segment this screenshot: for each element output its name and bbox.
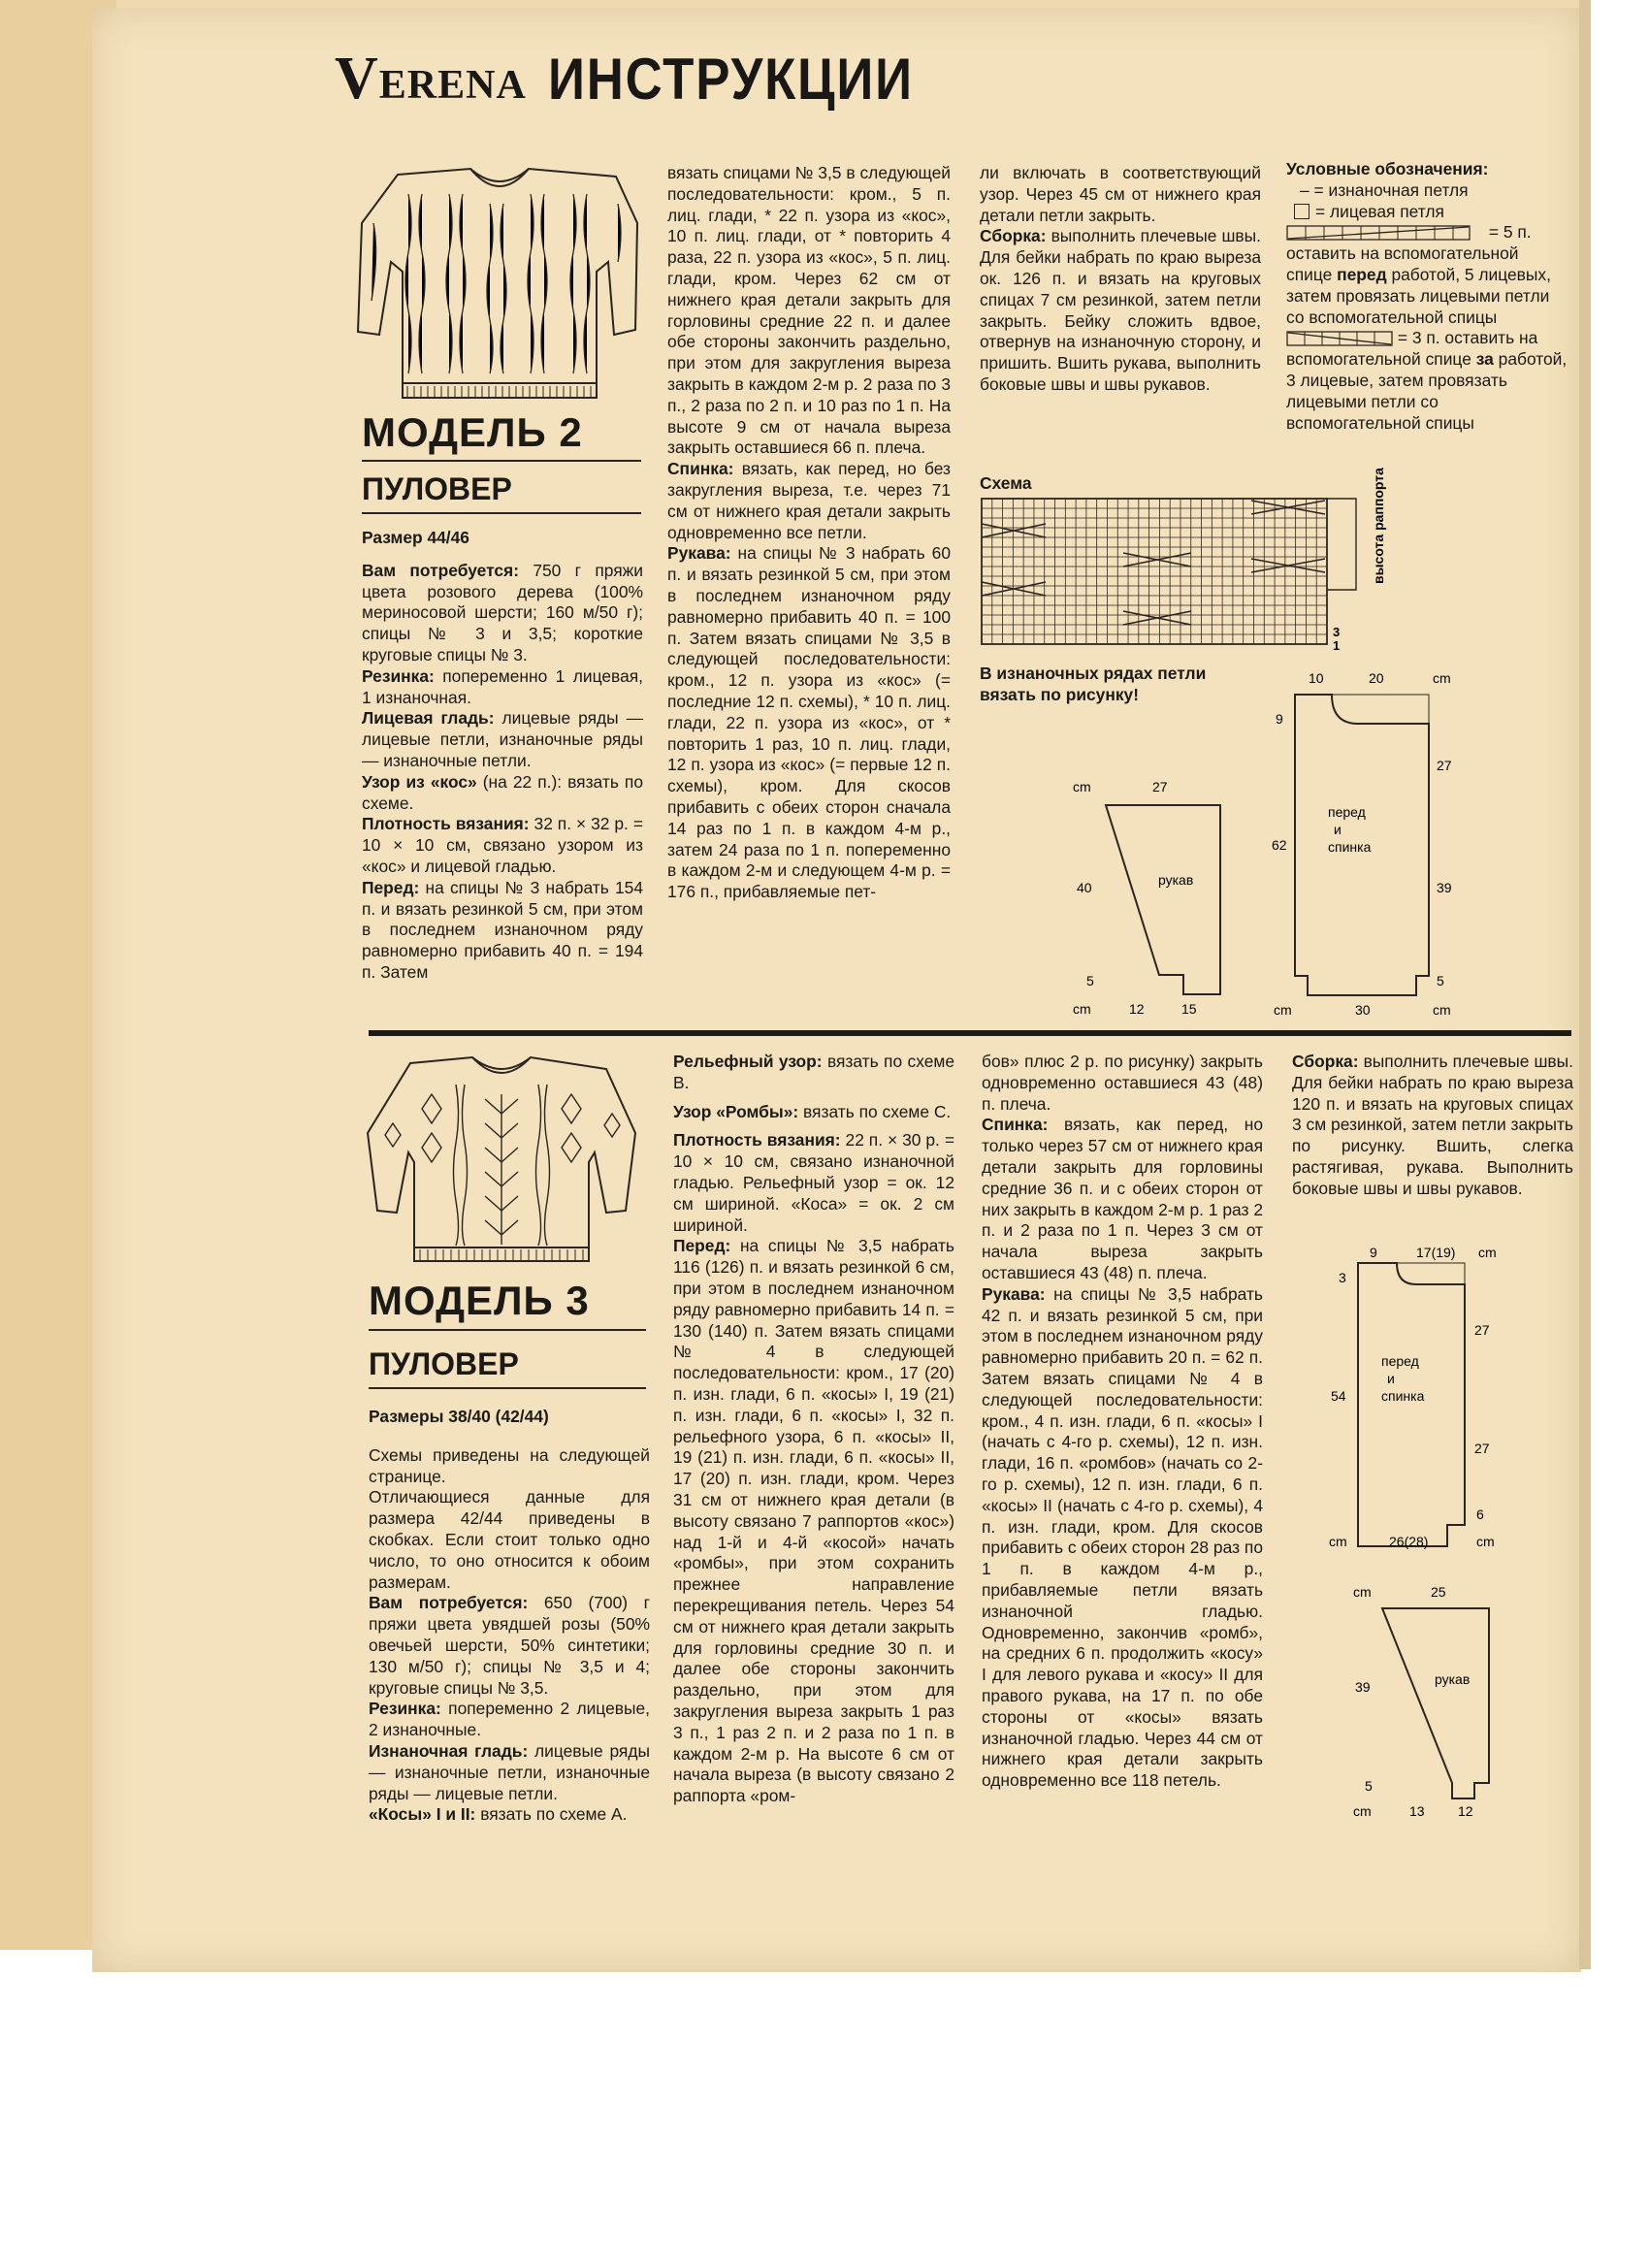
m3-body-label-1: перед bbox=[1381, 1353, 1419, 1369]
sleeve-cm-bottom: cm bbox=[1073, 1001, 1091, 1017]
model2-col1-p2: Лицевая гладь: лицевые ряды — лицевые петли, изнаночные ряды — изнаночные петли. bbox=[362, 708, 643, 770]
model2-col2-p0: вязать спицами № 3,5 в следующей последовательности: кром., 5 п. лиц. глади, * 22 п. узора из «кос», 10 п. лиц. глади, от * повторить 4 раза, 22 п. узора из «кос», 5 п. лиц. глади, кром. Через 62 см от нижнего края детали закрыть для горловины средние 22 п. и далее обе стороны закончить раздельно, при этом для закругления выреза закрыть в каждом 2-м р. 2 раза по 3 п., 2 раза по 2 п. и 10 раз по 1 п. На высоте 9 см от начала выреза закрыть оставшиеся 66 п. плеча. bbox=[667, 163, 951, 458]
knit-symbol-icon bbox=[1294, 204, 1310, 219]
chart-repeat-label: высота раппорта bbox=[1371, 468, 1386, 584]
sleeve-height: 40 bbox=[1077, 880, 1092, 895]
legend-title: Условные обозначения: bbox=[1286, 159, 1489, 178]
page-title: ИНСТРУКЦИИ bbox=[547, 47, 914, 112]
model2-legend bbox=[1286, 159, 1568, 434]
m3-sleeve-cm-top: cm bbox=[1353, 1584, 1372, 1600]
legend-cable-back: = 3 п. оставить на вспомогательной спице за работой, 3 лицевые, затем провязать лицевыми петли со вспомогательной спицы bbox=[1286, 328, 1568, 433]
model2-col3-p0: ли включать в соответствующий узор. Через 45 см от нижнего края детали петли закрыть. bbox=[980, 163, 1261, 225]
body-side-height: 39 bbox=[1437, 880, 1452, 895]
model3-column-2 bbox=[673, 1052, 954, 1807]
m3-sleeve-width-bottom-a: 13 bbox=[1409, 1803, 1425, 1819]
m3-body-cm-top: cm bbox=[1478, 1245, 1497, 1260]
model3-column-1 bbox=[369, 1407, 650, 1826]
model2-column-2 bbox=[667, 163, 951, 903]
model3-col3-p2: Рукава: на спицы № 3,5 набрать 42 п. и вязать резинкой 5 см, при этом в последнем изнаночном ряду равномерно прибавить 20 п. = 62 п. Затем вязать спицами № 4 в следующей последовательности: кром., 4 п. изн. глади, 6 п. «косы» I (начать с 4-го р. схемы), 12 п. изн. глади, 16 п. «ромбов» (начать со 2-го р. схемы), 12 п. изн. глади, 6 п. «косы» II (начать с 4-го р. схемы), 4 п. изн. глади, кром. Для скосов прибавить с обеих сторон 28 раз по 1 п. в каждом 4-м р., прибавляемые петли вязать изнаночной гладью. Одновременно, закончив «ромб», на средних 6 п. продолжить «косу» I для левого рукава и «косу» II для правого рукава, на 17 п. по обе стороны от «косы» вязать изнаночной гладью. Через 44 см от нижнего края детали закрыть одновременно все 118 петель. bbox=[982, 1283, 1263, 1791]
model3-label: МОДЕЛЬ 3 bbox=[369, 1278, 590, 1323]
page-header bbox=[335, 21, 963, 112]
body-label-1: перед bbox=[1328, 804, 1366, 820]
model3-col2-p3: Перед: на спицы № 3,5 набрать 116 (126) п. и вязать резинкой 6 см, при этом в последнем изнаночном ряду равномерно прибавить 14 п. = 130 (140) п. Затем вязать спицами № 4 в следующей последовательности: кром., 17 (20) п. изн. глади, 6 п. «косы» I, 19 (21) п. изн. глади, 6 п. «косы» I, 32 п. рельефного узора, 6 п. «косы» II, 19 (21) п. изн. глади, 6 п. «косы» II, 17 (20) п. изн. глади, кром. Через 31 см от нижнего края детали (в высоту связано 7 раппортов «кос») над 1-й и 4-й «косой» начать «ромбы», при этом сохранить прежнее направление перекрещивания петель. Через 54 см от нижнего края детали закрыть для горловины средние 30 п. и далее обе стороны закончить раздельно, при этом для закругления выреза закрыть 1 раз 3 п., 1 раз 2 п. и 2 раза по 1 п. в каждом 2-м р. На высоте 6 см от начала выреза (в высоту связано 2 раппорта «ром- bbox=[673, 1236, 954, 1806]
model2-size: Размер 44/46 bbox=[362, 528, 469, 547]
model2-col1-p3: Узор из «кос» (на 22 п.): вязать по схеме. bbox=[362, 771, 643, 813]
chart-row-1: 1 bbox=[1333, 638, 1341, 653]
model3-col1-p2: Вам потребуется: 650 (700) г пряжи цвета увядшей розы (50% овечьей шерсти, 50% синтетики; 130 м/50 г); спицы № 3,5 и 4; круговые спицы № 3,5. bbox=[369, 1593, 651, 1698]
legend-purl: – = изнаночная петля bbox=[1300, 179, 1469, 200]
m3-body-rib-height: 6 bbox=[1476, 1507, 1484, 1522]
cable-front-symbol-icon bbox=[1286, 225, 1471, 241]
model2-sweater-sketch bbox=[354, 165, 645, 412]
model2-label: МОДЕЛЬ 2 bbox=[362, 409, 583, 455]
model2-col1-p0: Вам потребуется: 750 г пряжи цвета розового дерева (100% мериносовой шерсти; 160 м/50 г); спицы № 3 и 3,5; короткие круговые спицы № 3. bbox=[362, 560, 644, 664]
brand-logo: VERENA bbox=[335, 46, 527, 112]
model3-rule-2 bbox=[369, 1387, 646, 1389]
m3-body-width-shoulder: 17(19) bbox=[1416, 1245, 1456, 1260]
model2-garment: ПУЛОВЕР bbox=[362, 471, 512, 506]
model3-col4-p0: Сборка: выполнить плечевые швы. Для бейки набрать по краю выреза 120 п. и вязать на круговых спицах 3 см резинкой, затем петли закрыть по рисунку. Вшить, слегка растягивая, рукава. Выполнить боковые швы и швы рукавов. bbox=[1292, 1052, 1573, 1198]
body-cm-top: cm bbox=[1433, 670, 1451, 686]
sleeve-width-bottom-a: 12 bbox=[1129, 1001, 1145, 1017]
model2-col3-p1: Сборка: выполнить плечевые швы. Для бейки набрать по краю выреза ок. 126 п. и вязать на круговых спицах 7 см резинкой, затем петли закрыть. Бейку сложить вдвое, отвернув на изнаночную сторону, и пришить. Вшить рукава, выполнить боковые швы и швы рукавов. bbox=[980, 226, 1261, 394]
m3-body-cm-bottom-2: cm bbox=[1476, 1534, 1495, 1549]
model3-garment: ПУЛОВЕР bbox=[369, 1346, 519, 1381]
model2-col2-p2: Рукава: на спицы № 3 набрать 60 п. и вязать резинкой 5 см, при этом в последнем изнаночном ряду равномерно прибавить 40 п. = 100 п. Затем вязать спицами № 3,5 в следующей последовательности: кром., 12 п. узора из «кос» (= последние 12 п. схемы), * 10 п. лиц. глади, 22 п. узора из «кос», от * повторить 1 раз, 10 п. лиц. глади, 12 п. узора из «кос» (= первые 12 п. схемы), кром. Для скосов прибавить с обеих сторон сначала 14 раз по 1 п. в каждом 4-м р., затем 24 раза по 1 п. попеременно в каждом 2-м и следующем 4-м р. = 176 п., прибавляемые пет- bbox=[667, 543, 951, 902]
m3-body-width-bottom: 26(28) bbox=[1389, 1534, 1429, 1549]
body-cm-bottom: cm bbox=[1274, 1002, 1292, 1018]
model3-sweater-sketch bbox=[364, 1055, 640, 1274]
model3-col1-p1: Отличающиеся данные для размера 42/44 приведены в скобках. Если стоит только одно число, то оно относится к обоим размерам. bbox=[369, 1487, 650, 1592]
sleeve-width-bottom-b: 15 bbox=[1181, 1001, 1197, 1017]
model3-col1-p0: Схемы приведены на следующей странице. bbox=[369, 1444, 650, 1486]
page-edge-shadow bbox=[1579, 0, 1591, 1969]
m3-body-total-height: 54 bbox=[1331, 1388, 1346, 1404]
m3-body-neck-depth: 3 bbox=[1339, 1270, 1346, 1285]
model3-col1-p4: Изнаночная гладь: лицевые ряды — изнаночные петли, изнаночные ряды — лицевые петли. bbox=[369, 1740, 650, 1803]
m3-body-armhole-height: 27 bbox=[1474, 1322, 1490, 1338]
model3-column-3 bbox=[982, 1052, 1263, 1792]
model2-col1-p4: Плотность вязания: 32 п. × 32 р. = 10 × 10 см, связано узором из «кос» и лицевой гладью. bbox=[362, 814, 643, 876]
m3-body-label-2: и bbox=[1387, 1371, 1395, 1386]
model3-col2-p0: Рельефный узор: вязать по схеме B. bbox=[673, 1052, 954, 1092]
model2-body-diagram bbox=[1266, 665, 1460, 1024]
model2-col2-p1: Спинка: вязать, как перед, но без закругления выреза, т.е. через 71 см от нижнего края детали закрыть одновременно все петли. bbox=[667, 459, 951, 542]
body-cm-bottom-2: cm bbox=[1433, 1002, 1451, 1018]
body-width-neck: 10 bbox=[1309, 670, 1324, 686]
m3-sleeve-width-top: 25 bbox=[1431, 1584, 1446, 1600]
m3-sleeve-height: 39 bbox=[1355, 1679, 1371, 1695]
m3-sleeve-label: рукав bbox=[1435, 1671, 1471, 1687]
model2-column-3 bbox=[980, 163, 1261, 396]
model2-rule-1 bbox=[362, 460, 641, 462]
sleeve-label: рукав bbox=[1158, 872, 1194, 888]
model3-size: Размеры 38/40 (42/44) bbox=[369, 1407, 549, 1426]
body-rib-height: 5 bbox=[1437, 973, 1444, 988]
model3-col2-p2: Плотность вязания: 22 п. × 30 р. = 10 × 10 см, связано изнаночной гладью. Рельефный узор = ок. 12 см шириной. «Коса» = ок. 2 см шириной. bbox=[673, 1130, 954, 1235]
m3-body-label-3: спинка bbox=[1381, 1388, 1425, 1404]
model2-col1-p1: Резинка: попеременно 1 лицевая, 1 изнаночная. bbox=[362, 665, 643, 707]
m3-sleeve-rib-height: 5 bbox=[1365, 1778, 1373, 1794]
sleeve-rib-height: 5 bbox=[1086, 973, 1094, 988]
model3-col3-p0: бов» плюс 2 р. по рисунку) закрыть одновременно оставшиеся 43 (48) п. плеча. bbox=[982, 1052, 1263, 1114]
model3-column-4 bbox=[1292, 1052, 1573, 1200]
legend-knit: = лицевая петля bbox=[1286, 202, 1568, 223]
body-neck-depth: 9 bbox=[1276, 711, 1283, 727]
legend-cable-front: = 5 п. оставить на вспомогательной спице перед работой, 5 лицевых, затем провязать лицевыми петли со вспомогательной спицы bbox=[1286, 222, 1551, 327]
body-armhole-height: 27 bbox=[1437, 758, 1452, 773]
m3-body-cm-bottom: cm bbox=[1329, 1534, 1347, 1549]
body-label-2: и bbox=[1334, 822, 1342, 837]
m3-body-side-height: 27 bbox=[1474, 1441, 1490, 1456]
section-divider bbox=[369, 1030, 1571, 1036]
chart-row-3: 3 bbox=[1333, 625, 1341, 639]
model3-col2-p1: Узор «Ромбы»: вязать по схеме С. bbox=[673, 1101, 952, 1121]
m3-sleeve-width-bottom-b: 12 bbox=[1458, 1803, 1473, 1819]
model3-rule-1 bbox=[369, 1329, 646, 1331]
sleeve-width-top: 27 bbox=[1152, 779, 1168, 794]
model2-col1-p5: Перед: на спицы № 3 набрать 154 п. и вязать резинкой 5 см, при этом в последнем изнаночном ряду равномерно прибавить 40 п. = 194 п. Затем bbox=[362, 877, 643, 982]
chart-note: В изнаночных рядах петли вязать по рисунку! bbox=[980, 664, 1207, 704]
model3-col3-p1: Спинка: вязать, как перед, но только через 57 см от нижнего края детали закрыть для горловины средние 36 п. и с обеих сторон от них закрыть в каждом 2-м р. 1 раз 2 п. и 2 раза по 1 п. Через 3 см от начала выреза закрыть оставшиеся 43 (48) п. плеча. bbox=[982, 1115, 1263, 1282]
m3-body-width-neck: 9 bbox=[1370, 1245, 1377, 1260]
body-width-bottom: 30 bbox=[1355, 1002, 1371, 1018]
cable-back-symbol-icon bbox=[1286, 331, 1393, 346]
model3-sleeve-diagram bbox=[1343, 1579, 1537, 1822]
m3-sleeve-cm-bottom: cm bbox=[1353, 1803, 1372, 1819]
model2-column-1 bbox=[362, 528, 643, 984]
body-width-shoulder: 20 bbox=[1369, 670, 1384, 686]
model2-rule-2 bbox=[362, 512, 641, 514]
model3-col1-p3: Резинка: попеременно 2 лицевые, 2 изнаночные. bbox=[369, 1699, 650, 1740]
model2-sleeve-diagram bbox=[1067, 776, 1261, 1019]
sleeve-cm-top: cm bbox=[1073, 779, 1091, 794]
model3-body-diagram bbox=[1319, 1244, 1513, 1564]
body-total-height: 62 bbox=[1272, 837, 1287, 853]
chart-label: Схема bbox=[980, 473, 1032, 493]
model3-col1-p5: «Косы» I и II: вязать по схеме А. bbox=[369, 1804, 628, 1825]
body-label-3: спинка bbox=[1328, 839, 1372, 855]
